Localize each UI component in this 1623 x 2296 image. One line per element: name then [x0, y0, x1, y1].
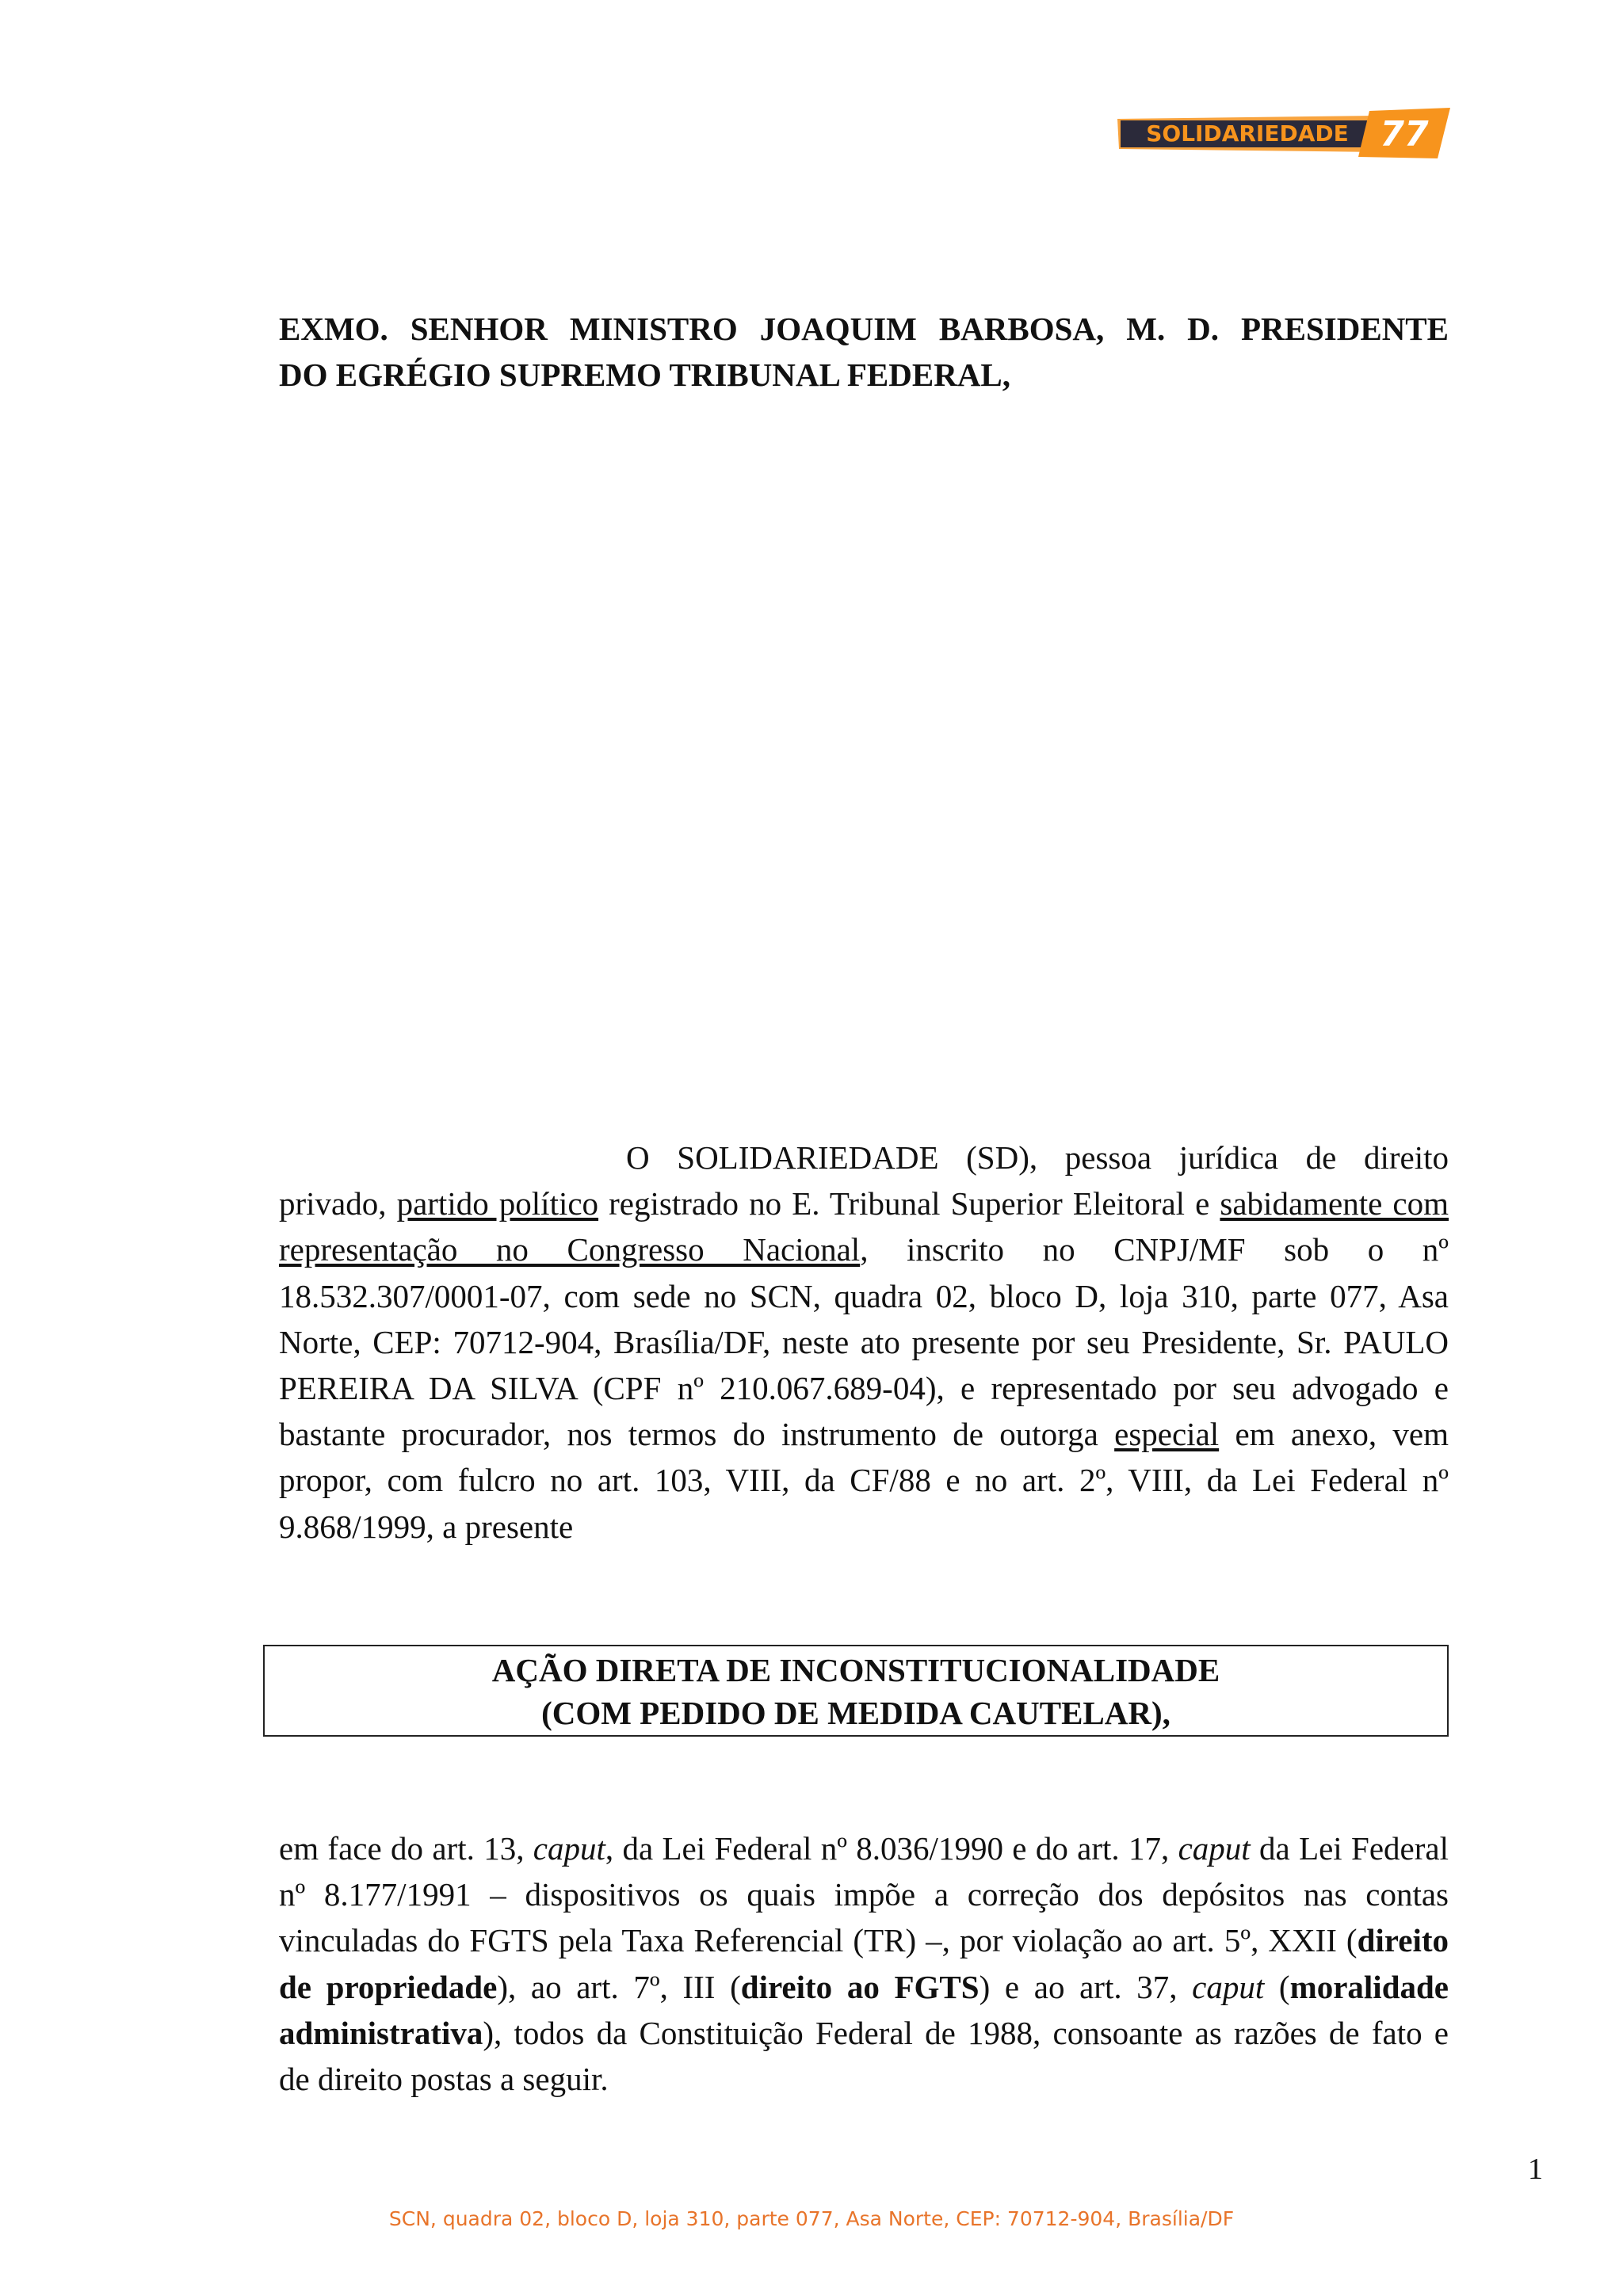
addressee-line-2: DO EGRÉGIO SUPREMO TRIBUNAL FEDERAL, [279, 357, 1011, 393]
action-title-line-1: AÇÃO DIRETA DE INCONSTITUCIONALIDADE [491, 1652, 1220, 1688]
addressee-line-1: EXMO. SENHOR MINISTRO JOAQUIM BARBOSA, M. D. PRESIDENTE [279, 311, 1449, 347]
intro-line: bastante procurador, nos termos do instrumento de outorga especial em anexo, vem [279, 1416, 1449, 1453]
logo-text: SOLIDARIEDADE [1146, 120, 1349, 147]
body-line: administrativa), todos da Constituição Federal de 1988, consoante as razões de fato e [279, 2014, 1449, 2051]
intro-line: propor, com fulcro no art. 103, VIII, da CF/88 e no art. 2º, VIII, da Lei Federal nº [279, 1462, 1449, 1499]
underlined-sabidamente: sabidamente com [1220, 1185, 1449, 1222]
intro-line: privado, partido político registrado no E. Tribunal Superior Eleitoral e sabidamente com [279, 1185, 1449, 1222]
body-line: de propriedade), ao art. 7º, III (direito ao FGTS) e ao art. 37, caput (moralidade [279, 1968, 1449, 2005]
body-line: nº 8.177/1991 – dispositivos os quais impõe a correção dos depósitos nas contas [279, 1876, 1449, 1913]
intro-line: 18.532.307/0001-07, com sede no SCN, quadra 02, bloco D, loja 310, parte 077, Asa [279, 1277, 1449, 1314]
body-paragraph [279, 1825, 1449, 2102]
body-line: em face do art. 13, caput, da Lei Federal nº 8.036/1990 e do art. 17, caput da Lei Federal [279, 1830, 1449, 1867]
action-title-line-2: (COM PEDIDO DE MEDIDA CAUTELAR), [541, 1695, 1170, 1731]
action-title-box [263, 1645, 1449, 1737]
page-number: 1 [1528, 2153, 1543, 2186]
underlined-representacao: representação no Congresso Nacional [279, 1231, 861, 1268]
intro-line: O SOLIDARIEDADE (SD), pessoa jurídica de direito [626, 1139, 1449, 1176]
intro-line: Norte, CEP: 70712-904, Brasília/DF, neste ato presente por seu Presidente, Sr. PAULO [279, 1323, 1449, 1360]
solidariedade-logo [1117, 108, 1450, 160]
intro-line: 9.868/1999, a presente [279, 1508, 574, 1545]
logo-number: 77 [1380, 114, 1429, 154]
body-line: vinculadas do FGTS pela Taxa Referencial (TR) –, por violação ao art. 5º, XXII (direito [279, 1922, 1449, 1959]
footer-address: SCN, quadra 02, bloco D, loja 310, parte 077, Asa Norte, CEP: 70712-904, Brasília/DF [388, 2207, 1235, 2230]
addressee-heading [279, 306, 1449, 398]
intro-line: PEREIRA DA SILVA (CPF nº 210.067.689-04), e representado por seu advogado e [279, 1370, 1449, 1407]
intro-line: representação no Congresso Nacional, inscrito no CNPJ/MF sob o nº [279, 1231, 1449, 1268]
intro-paragraph [279, 1135, 1449, 1550]
underlined-especial: especial [1114, 1416, 1220, 1453]
body-line: de direito postas a seguir. [279, 2061, 609, 2098]
underlined-partido-politico: partido político [396, 1185, 599, 1222]
